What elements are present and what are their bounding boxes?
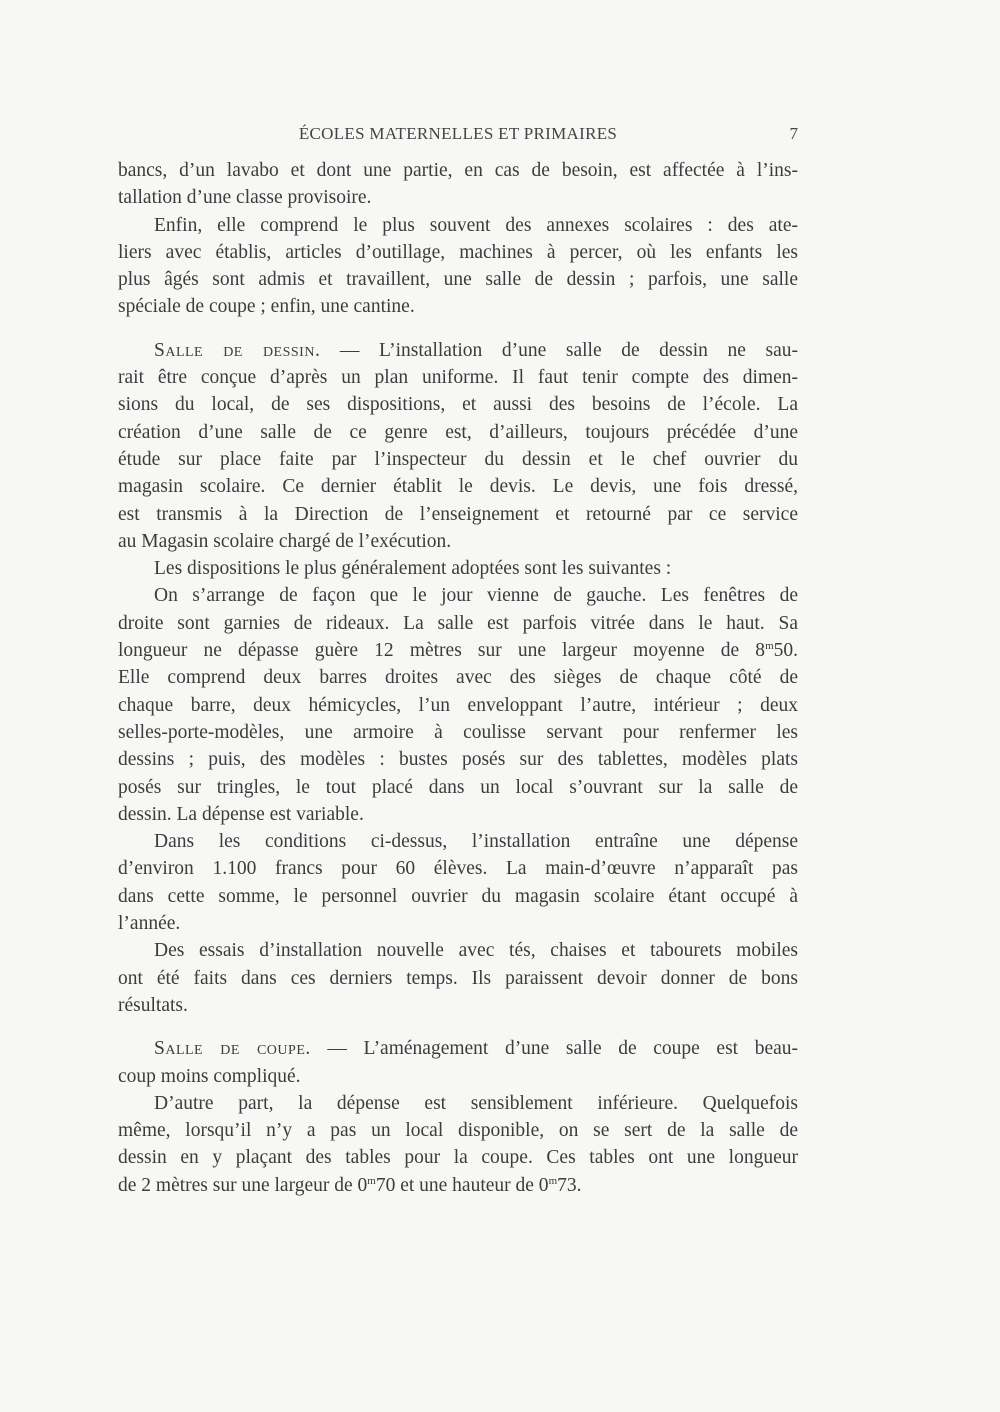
text-line: rait être conçue d’après un plan uniforme. Il faut tenir compte des dimen- — [118, 367, 798, 389]
text-line: dessin en y plaçant des tables pour la coupe. Ces tables ont une longueur — [118, 1147, 798, 1169]
text-line: spéciale de coupe ; enfin, une cantine. — [118, 296, 415, 318]
section-heading-line — [118, 337, 798, 364]
running-title: ÉCOLES MATERNELLES ET PRIMAIRES — [298, 124, 618, 143]
text-fragment: 70 et une hauteur de 0 — [375, 1174, 549, 1196]
text-line: au Magasin scolaire chargé de l’exécution. — [118, 530, 452, 552]
text-fragment: — L’aménagement d’une salle de coupe est beau- — [310, 1038, 798, 1060]
page-number: 7 — [789, 124, 798, 143]
section-heading-drawing-room: Salle de dessin. — [154, 339, 321, 361]
text-line: même, lorsqu’il n’y a pas un local disponible, on se sert de la salle de — [118, 1120, 798, 1142]
text-line: On s’arrange de façon que le jour vienne de gauche. Les fenêtres de — [154, 585, 798, 607]
text-line: posés sur tringles, le tout placé dans un local s’ouvrant sur la salle de — [118, 776, 798, 798]
text-line: dessins ; puis, des modèles : bustes posés sur des tablettes, modèles plats — [118, 749, 798, 771]
text-line: ont été faits dans ces derniers temps. Ils paraissent devoir donner de bons — [118, 967, 798, 989]
text-line: dessin. La dépense est variable. — [118, 803, 364, 825]
text-line: liers avec établis, articles d’outillage, machines à percer, où les enfants les — [118, 241, 798, 263]
text-line: coup moins compliqué. — [118, 1065, 301, 1087]
text-line: étude sur place faite par l’inspecteur du dessin et le chef ouvrier du — [118, 448, 798, 470]
text-line: plus âgés sont admis et travaillent, une salle de dessin ; parfois, une salle — [118, 269, 798, 291]
text-line: magasin scolaire. Ce dernier établit le devis. Le devis, une fois dressé, — [118, 476, 798, 498]
text-line: d’environ 1.100 francs pour 60 élèves. La main-d’œuvre n’apparaît pas — [118, 858, 798, 880]
unit-superscript: m — [548, 1174, 558, 1187]
text-line: résultats. — [118, 994, 188, 1016]
text-fragment: 73. — [557, 1174, 582, 1196]
text-line: selles-porte-modèles, une armoire à coulisse servant pour renfermer les — [118, 721, 798, 743]
text-line: sions du local, de ses dispositions, et aussi des besoins de l’école. La — [118, 394, 798, 416]
text-line: D’autre part, la dépense est sensiblement inférieure. Quelquefois — [154, 1092, 798, 1114]
text-line: Elle comprend deux barres droites avec des sièges de chaque côté de — [118, 667, 798, 689]
text-fragment: 50. — [773, 640, 798, 662]
text-line: droite sont garnies de rideaux. La salle est parfois vitrée dans le haut. Sa — [118, 612, 798, 634]
text-line: tallation d’une classe provisoire. — [118, 187, 372, 209]
section-heading-line — [118, 1035, 798, 1062]
text-line: Les dispositions le plus généralement adoptées sont les suivantes : — [154, 558, 672, 580]
body-text — [118, 157, 798, 1199]
text-fragment: — L’installation d’une salle de dessin ne sau- — [320, 339, 799, 361]
text-line: Des essais d’installation nouvelle avec tés, chaises et tabourets mobiles — [154, 940, 798, 962]
text-line: dans cette somme, le personnel ouvrier du magasin scolaire étant occupé à — [118, 885, 798, 907]
text-line — [118, 1172, 798, 1199]
text-line: bancs, d’un lavabo et dont une partie, en cas de besoin, est affectée à l’ins- — [118, 160, 798, 181]
text-line: est transmis à la Direction de l’enseignement et retourné par ce service — [118, 503, 798, 525]
text-line: l’année. — [118, 913, 181, 935]
unit-superscript: m — [765, 640, 774, 653]
text-line: Dans les conditions ci-dessus, l’installation entraîne une dépense — [154, 831, 798, 853]
text-line: création d’une salle de ce genre est, d’ailleurs, toujours précédée d’une — [118, 421, 798, 443]
unit-superscript: m — [367, 1174, 376, 1187]
section-heading-cutting-room: Salle de coupe. — [154, 1038, 311, 1060]
text-line: Enfin, elle comprend le plus souvent des annexes scolaires : des ate- — [154, 214, 798, 236]
running-header — [118, 124, 798, 150]
text-fragment: de 2 mètres sur une largeur de 0 — [118, 1174, 368, 1196]
text-line — [118, 637, 798, 664]
text-line: chaque barre, deux hémicycles, l’un enveloppant l’autre, intérieur ; deux — [118, 694, 798, 716]
text-fragment: longueur ne dépasse guère 12 mètres sur une largeur moyenne de 8 — [118, 640, 766, 662]
